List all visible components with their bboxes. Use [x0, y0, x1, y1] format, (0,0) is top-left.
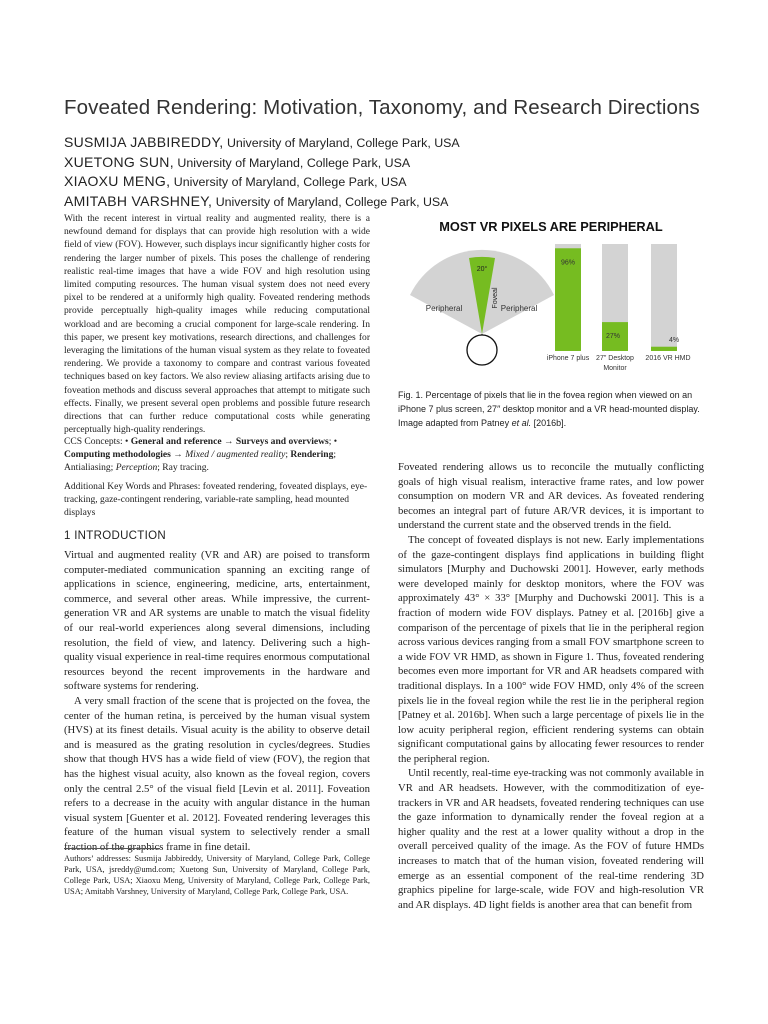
eye-ball — [467, 335, 497, 365]
bar-remainder — [651, 244, 680, 351]
paragraph: Until recently, real-time eye-tracking was not commonly available in VR and AR headsets. However, with the commoditization of eye-trackers in VR and AR headsets, foveated rendering techniques can use the gaze information to dynamically render the foveal region at a higher quality and the rest at a lower quality without a drop in the overall perceived quality of the image. As the FOV of future HMDs increases to match that of the human vision, foveated rendering will emerge as an essential component of the real-time rendering 3D graphics pipeline for large-scale, wide FOV and high-resolution VR and AR displays. 4D light fields is another area that can benefit from — [398, 767, 704, 911]
bar-peripheral-share — [651, 347, 677, 351]
ccs-term: Antialiasing — [64, 462, 111, 474]
paragraph: A very small fraction of the scene that is projected on the fovea, the center of the human retina, is perceived by the human visual system (HVS) at its finest details. Visual acuity is the ability to observe detail and is measured as the grating resolution in cycles/degrees. Studies show that though HVS has a wide field of view (FOV), the region that has the highest visual acuity, also known as the foveal region, covers only the central 2.5° of the visual field [Levin et al. 2011]. Foveation refers to a decrease in the acuity with angular distance in the human visual system [Guenter et al. 2012]. Foveated rendering leverages this feature of the human visual system to selectively render a small fraction of the graphics frame in fine detail. — [64, 694, 370, 853]
author-affiliation: University of Maryland, College Park, USA — [173, 155, 411, 170]
ccs-arrow: → — [221, 436, 236, 447]
bar-value-label: 4% — [668, 337, 680, 344]
body-left-column — [64, 548, 370, 854]
fov-diagram — [410, 250, 554, 365]
figure-1-caption — [398, 389, 704, 430]
author-affiliation: University of Maryland, College Park, USA — [212, 194, 449, 209]
bar-value-label: 96% — [560, 259, 576, 267]
bar-chart — [547, 244, 691, 372]
author-2 — [64, 153, 724, 173]
ccs-separator: ; • — [328, 436, 338, 447]
figure-1 — [398, 210, 704, 380]
fov-angle-label: 20° — [476, 266, 488, 273]
peripheral-right-label: Peripheral — [500, 304, 538, 313]
bar-category-label: iPhone 7 plus — [546, 355, 590, 362]
paper-title: Foveated Rendering: Motivation, Taxonomy, and Research Directions — [64, 96, 700, 119]
author-3 — [64, 172, 724, 192]
bar-category-label: Monitor — [603, 365, 627, 372]
bar-value-label: 27% — [605, 333, 621, 341]
paragraph: The concept of foveated displays is not new. Early implementations of the gaze-contingent displays find applications in building flight simulators [Murphy and Duchowski 2001]. However, early methods were developed mainly for desktop monitors, where the FOV was approximately 43° × 33° [Murphy and Duchowski 2001]. This is a fraction of modern wide FOV displays. Patney et al. [2016b] give a comparison of the percentage of pixels that lie in the peripheral region across various devices ranging from a small FOV smartphone screen to a wide FOV VR HMD, as shown in Figure 1. Thus, foveated rendering becomes even more important for VR and AR headsets compared with traditional displays. In a 100° wide FOV HMD, only 4% of the screen pixels lie in the foveal region while the rest lie in the peripheral region [Patney et al. 2016b]. When such a large percentage of pixels lie in the low acuity peripheral region, efficient rendering systems can obtain significant computational gains by allocating fewer resources to render the peripheral region. — [398, 533, 704, 765]
ccs-concepts — [64, 435, 370, 475]
ccs-term: General and reference — [130, 436, 222, 447]
abstract: With the recent interest in virtual reality and augmented reality, there is a newfound demand for displays that can provide high resolution with a wide field of view (FOV). However, such displays incur significantly higher costs for rendering the larger number of pixels. This poses the challenge of rendering realistic real-time images that have a wide FOV and high resolution using limited computing resources. The human visual system does not need every pixel to be rendered at a uniformly high quality. Foveated rendering methods provide perceptually high-quality images while reducing computational workload and are becoming a crucial component for large-scale rendering. In this paper, we present key motivations, research directions, and challenges for leveraging the limitations of the human visual system as they relate to foveated rendering. We provide a taxonomy to compare and contrast various foveated techniques based on key factors. We also review aliasing artifacts arising due to foveation methods and discuss several approaches that attempt to mitigate such effects. Finally, we present several open problems and possible future research directions that can further reduce computational costs while generating perceptually high-quality renderings. — [64, 213, 370, 436]
author-name: SUSMIJA JABBIREDDY, — [64, 134, 224, 150]
ccs-arrow: → — [170, 449, 186, 461]
ccs-separator: ; Ray tracing. — [157, 462, 209, 474]
ccs-separator: ; — [285, 449, 291, 461]
bar-category-label: 2016 VR HMD — [645, 355, 691, 362]
figure-1-graphic — [398, 210, 704, 380]
ccs-separator: ; — [110, 462, 116, 474]
author-affiliation: University of Maryland, College Park, USA — [170, 175, 407, 189]
author-name: XIAOXU MENG, — [64, 173, 171, 189]
ccs-term: Perception — [115, 462, 158, 474]
author-1 — [64, 133, 724, 153]
foveal-label: Foveal — [492, 287, 499, 309]
paragraph: Virtual and augmented reality (VR and AR) are poised to transform computer-mediated communication spanning an exciting range of applications in science, engineering, medicine, arts, entertainment, commerce, and several other areas. While impressive, the current-generation VR and AR systems are unable to match the visual fidelity of our real-world experiences along several dimensions, including resolution, the field of view, and latency. Delivering such a high-quality visual experience in real-time requires enormous computational resources beyond the recent improvements in the hardware and software systems for rendering. — [64, 549, 370, 693]
peripheral-left-label: Peripheral — [425, 304, 463, 313]
paragraph: Foveated rendering allows us to reconcile the mutually conflicting goals of high visual realism, interactive frame rates, and low power consumption on modern VR and AR devices. As foveated rendering becomes an integral part of future AR/VR devices, it is important to understand the current state and the observed trends in the field. — [398, 461, 704, 532]
caption-text: [2016b]. — [531, 417, 567, 428]
author-addresses-footnote: Authors’ addresses: Susmija Jabbireddy, University of Maryland, College Park, College Park, USA, jsreddy@umd.com; Xuetong Sun, University of Maryland, College Park, College Park, USA; Xiaoxu Meng, University of Maryland, College Park, College Park, USA; Amitabh Varshney, University of Maryland, College Park, College Park, USA. — [64, 854, 370, 897]
section-heading-introduction: 1 INTRODUCTION — [64, 530, 166, 542]
bar-category-label: 27" Desktop — [596, 355, 634, 362]
author-affiliation: University of Maryland, College Park, USA — [223, 136, 460, 150]
ccs-term: Mixed / augmented reality — [185, 449, 286, 461]
author-list — [64, 133, 724, 211]
ccs-label: CCS Concepts: • — [64, 436, 131, 447]
author-4 — [64, 192, 724, 212]
author-name: XUETONG SUN, — [64, 153, 174, 170]
ccs-separator: ; — [333, 449, 337, 461]
caption-text: Fig. 1. Percentage of pixels that lie in the fovea region when viewed on an iPhone 7 plus screen, 27″ desktop monitor and a VR head-mounted display. Image adapted from Patney — [398, 390, 700, 428]
ccs-term: Surveys and overviews — [235, 436, 329, 447]
figure-title: MOST VR PIXELS ARE PERIPHERAL — [439, 219, 663, 234]
ccs-term: Computing methodologies — [64, 449, 171, 461]
author-name: AMITABH VARSHNEY, — [64, 192, 213, 209]
keywords: Additional Key Words and Phrases: foveated rendering, foveated displays, eye-tracking, gaze-contingent rendering, variable-rate sampling, head mounted displays — [64, 481, 368, 519]
footnote-rule — [64, 848, 160, 849]
body-right-column — [398, 460, 704, 912]
ccs-term: Rendering — [290, 449, 334, 461]
caption-etal: et al. — [511, 417, 532, 428]
